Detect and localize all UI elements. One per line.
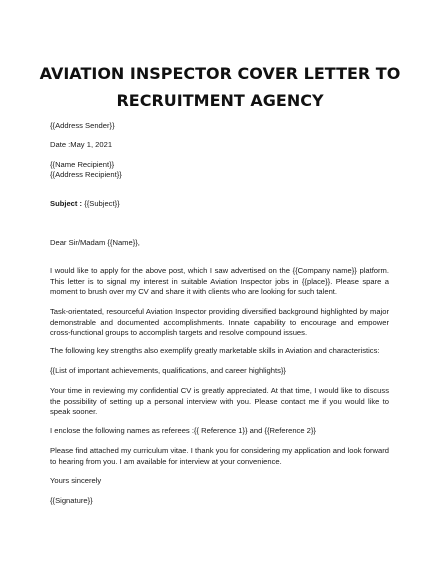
- letter-date: Date :May 1, 2021: [50, 140, 113, 149]
- closing: Yours sincerely: [50, 476, 102, 485]
- paragraph-achievements: {{List of important achievements, qualifications, and career highlights}}: [50, 366, 286, 375]
- subject-line: [50, 199, 120, 208]
- salutation: Dear Sir/Madam {{Name}},: [50, 238, 140, 247]
- paragraph-profile: Task-orientated, resourceful Aviation Inspector providing diversified background highlighted by major demonstrable and documented accomplishments. Innate capability to encourage and empower cross-functional groups to accomplish targets and resolve compound issues.: [50, 307, 389, 338]
- subject-label: Subject :: [50, 199, 83, 208]
- letter-title: [20, 60, 420, 114]
- paragraph-attachment: Please find attached my curriculum vitae. I thank you for considering my application and look forward to hearing from you. I am available for interview at your convenience.: [50, 446, 389, 466]
- address-sender: {{Address Sender}}: [50, 121, 115, 130]
- subject-value: {{Subject}}: [82, 199, 120, 208]
- paragraph-strengths: The following key strengths also exemplify greatly marketable skills in Aviation and characteristics:: [50, 346, 380, 355]
- signature: {{Signature}}: [50, 496, 93, 505]
- title-line-2: RECRUITMENT AGENCY: [116, 91, 324, 110]
- paragraph-interest: I would like to apply for the above post, which I saw advertised on the {{Company name}} platform. This letter is to signal my interest in suitable Aviation Inspector jobs in {{place}}. Please spare a moment to brush over my CV and share it with clients who are looking for such talent.: [50, 266, 389, 297]
- paragraph-referees: I enclose the following names as referees :{{ Reference 1}} and {{Reference 2}}: [50, 426, 316, 435]
- name-recipient: {{Name Recipient}}: [50, 160, 115, 169]
- address-recipient: {{Address Recipient}}: [50, 170, 122, 179]
- paragraph-review: Your time in reviewing my confidential CV is greatly appreciated. At that time, I would like to discuss the possibility of setting up a personal interview with you. Please contact me if you would like to speak sooner.: [50, 386, 389, 417]
- title-line-1: AVIATION INSPECTOR COVER LETTER TO: [39, 64, 401, 83]
